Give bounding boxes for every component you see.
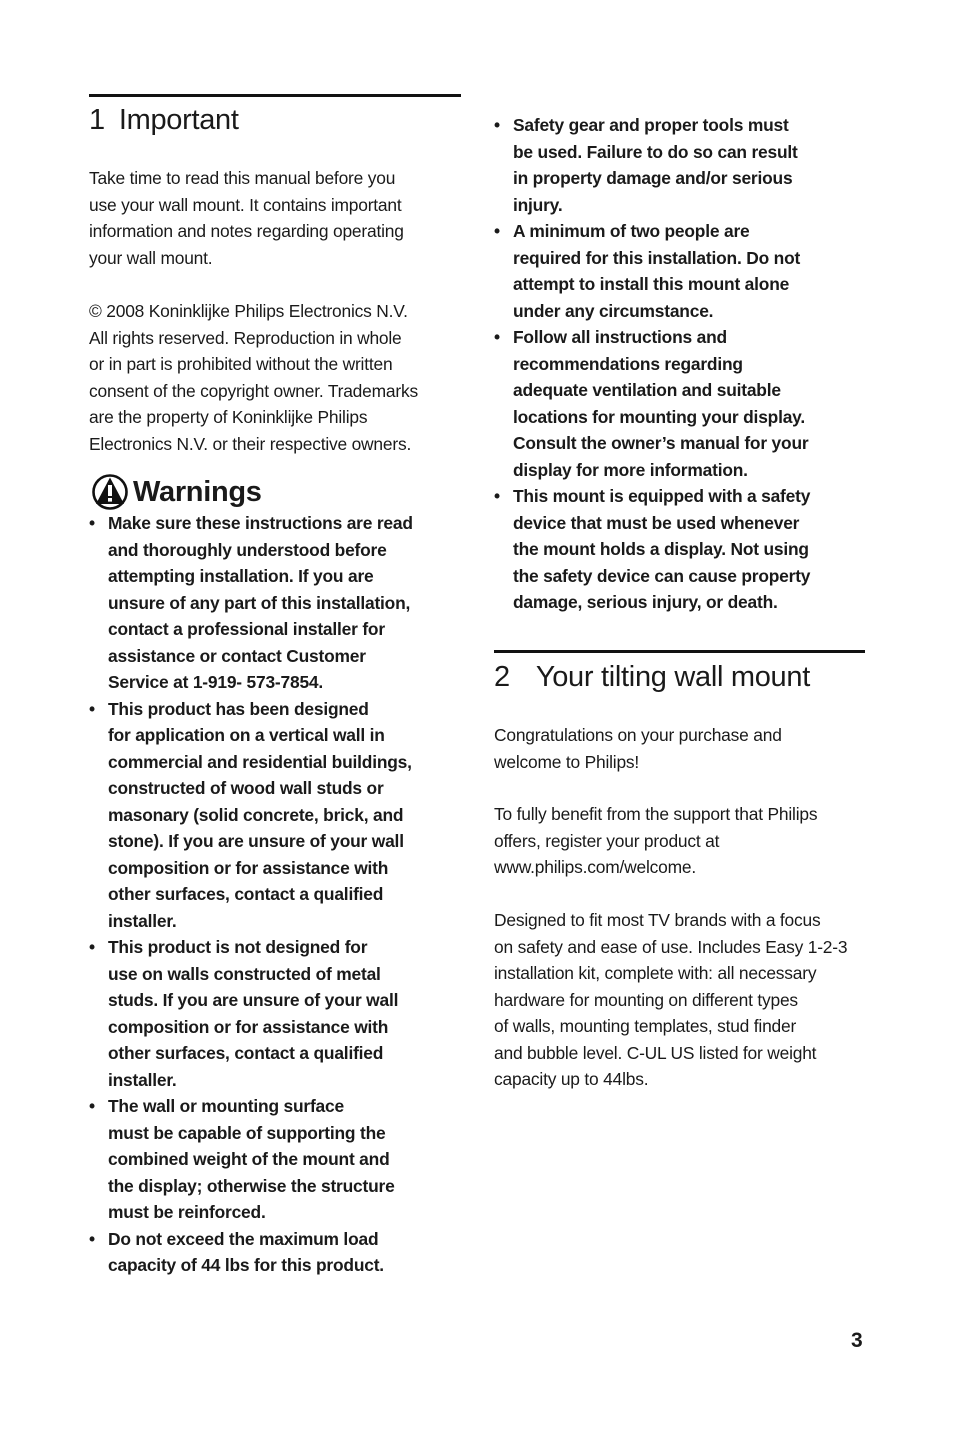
warning-item-line: use on walls constructed of metal (108, 963, 381, 984)
section2-para2-line: offers, register your product at (494, 830, 720, 851)
warning-item-line: other surfaces, contact a qualified (108, 884, 384, 904)
warnings-heading (91, 473, 262, 511)
warning-item-line: injury. (513, 194, 563, 215)
section2-rule (494, 650, 865, 653)
bullet-icon: • (89, 698, 96, 719)
section1-intro-line: Take time to read this manual before you (89, 168, 396, 188)
section2-congratulations (494, 722, 782, 775)
warnings-list-right (494, 112, 866, 616)
warning-item-line: the safety device can cause property (513, 565, 811, 586)
warning-item-line: contact a professional installer for (108, 619, 385, 639)
warning-item-line: installer. (108, 910, 177, 931)
warning-item-line: the display; otherwise the structure (108, 1175, 395, 1196)
copyright-line: consent of the copyright owner. Trademarks (89, 380, 418, 401)
warning-item-line: recommendations regarding (513, 353, 743, 374)
warning-item (89, 696, 461, 935)
section1-intro-line: information and notes regarding operating (89, 221, 404, 241)
warning-item-line: A minimum of two people are (513, 221, 750, 241)
warning-item-line: adequate ventilation and suitable (513, 380, 781, 400)
warning-item-line: This product has been designed (108, 698, 369, 719)
warning-item-line: other surfaces, contact a qualified (108, 1043, 384, 1063)
warnings-title: Warnings (133, 475, 262, 508)
warning-item-line: must be reinforced. (108, 1202, 266, 1222)
warning-item-line: The wall or mounting surface (108, 1096, 344, 1116)
warning-item-line: Do not exceed the maximum load (108, 1228, 379, 1249)
page-number: 3 (851, 1329, 863, 1352)
section2-description (494, 907, 847, 1093)
section1-intro-line: use your wall mount. It contains important (89, 194, 402, 215)
warning-item-line: composition or for assistance with (108, 1016, 389, 1037)
section1-rule (89, 94, 461, 97)
warning-item (494, 324, 866, 483)
warning-item (494, 483, 866, 616)
warning-item-line: assistance or contact Customer (108, 645, 366, 666)
section1-title: Important (118, 104, 239, 136)
warning-item-line: must be capable of supporting the (108, 1122, 386, 1143)
section2-title: Your tilting wall mount (535, 661, 810, 693)
section2-para2-line: To fully benefit from the support that Philips (494, 804, 818, 824)
warning-item-line: for application on a vertical wall in (108, 725, 385, 745)
warning-item (494, 112, 866, 218)
copyright-line: or in part is prohibited without the written (89, 354, 393, 374)
warning-item-line: locations for mounting your display. (513, 406, 805, 427)
section2-para3-line: Designed to fit most TV brands with a focus (494, 910, 821, 930)
section2-para3-line: installation kit, complete with: all necessary (494, 963, 817, 983)
section2-para3-line: and bubble level. C-UL US listed for weight (494, 1042, 817, 1063)
warning-item (89, 1093, 461, 1226)
bullet-icon: • (494, 486, 501, 506)
bullet-icon: • (89, 1228, 96, 1249)
warning-item-line: stone). If you are unsure of your wall (108, 831, 404, 851)
section2-para3-line: capacity up to 44lbs. (494, 1069, 649, 1089)
warning-item-line: combined weight of the mount and (108, 1149, 390, 1169)
warning-item-line: This product is not designed for (108, 937, 368, 957)
copyright-line: © 2008 Koninklijke Philips Electronics N.V. (89, 301, 408, 321)
section2-para1-line: Congratulations on your purchase and (494, 725, 782, 745)
section2-heading (494, 661, 810, 694)
section1-intro (89, 165, 404, 271)
bullet-icon: • (89, 937, 96, 957)
section1-number: 1 (89, 104, 105, 136)
section2-number: 2 (494, 661, 510, 693)
bullet-icon: • (89, 513, 96, 533)
warning-item-line: display for more information. (513, 459, 748, 480)
warning-item-line: attempting installation. If you are (108, 566, 374, 586)
section2-para3-line: on safety and ease of use. Includes Easy 1-2-3 (494, 936, 848, 957)
warning-item-line: masonary (solid concrete, brick, and (108, 804, 404, 825)
warnings-list-left (89, 510, 461, 1279)
warning-item-line: Follow all instructions and (513, 327, 727, 347)
warning-item-line: Consult the owner’s manual for your (513, 433, 809, 453)
warning-item (89, 1226, 461, 1279)
warning-item-line: composition or for assistance with (108, 857, 389, 878)
warning-item-line: capacity of 44 lbs for this product. (108, 1255, 384, 1275)
warning-icon (91, 473, 129, 511)
section1-heading (89, 104, 239, 137)
warning-item-line: the mount holds a display. Not using (513, 539, 809, 559)
copyright-line: are the property of Koninklijke Philips (89, 407, 368, 427)
warning-item-line: attempt to install this mount alone (513, 274, 790, 294)
warning-item-line: Safety gear and proper tools must (513, 115, 789, 135)
section2-para3-line: hardware for mounting on different types (494, 989, 798, 1010)
warning-item-line: under any circumstance. (513, 300, 714, 321)
warning-item (89, 510, 461, 696)
copyright-line: Electronics N.V. or their respective owners. (89, 433, 412, 454)
section2-register (494, 801, 817, 881)
warning-item (494, 218, 866, 324)
warning-item-line: in property damage and/or serious (513, 168, 793, 188)
bullet-icon: • (494, 327, 501, 347)
section2-para1-line: welcome to Philips! (494, 751, 640, 772)
warning-item-line: damage, serious injury, or death. (513, 592, 778, 612)
warning-item-line: installer. (108, 1069, 177, 1090)
section2-para3-line: of walls, mounting templates, stud finder (494, 1016, 797, 1036)
warning-item-line: Service at 1-919- 573-7854. (108, 672, 324, 692)
section2-para2-line: www.philips.com/welcome. (494, 857, 697, 877)
warning-item-line: commercial and residential buildings, (108, 751, 412, 772)
copyright-line: All rights reserved. Reproduction in whole (89, 327, 402, 348)
bullet-icon: • (89, 1096, 96, 1116)
copyright-notice (89, 298, 418, 457)
warning-item-line: required for this installation. Do not (513, 247, 801, 268)
section1-intro-line: your wall mount. (89, 247, 213, 268)
warning-item (89, 934, 461, 1093)
warning-item-line: constructed of wood wall studs or (108, 778, 384, 798)
warning-item-line: be used. Failure to do so can result (513, 141, 798, 162)
bullet-icon: • (494, 221, 501, 241)
warning-item-line: device that must be used whenever (513, 512, 800, 533)
warning-item-line: studs. If you are unsure of your wall (108, 990, 399, 1010)
bullet-icon: • (494, 115, 501, 135)
warning-item-line: unsure of any part of this installation, (108, 592, 411, 613)
warning-item-line: This mount is equipped with a safety (513, 486, 811, 506)
warning-item-line: Make sure these instructions are read (108, 513, 413, 533)
warning-item-line: and thoroughly understood before (108, 539, 387, 560)
